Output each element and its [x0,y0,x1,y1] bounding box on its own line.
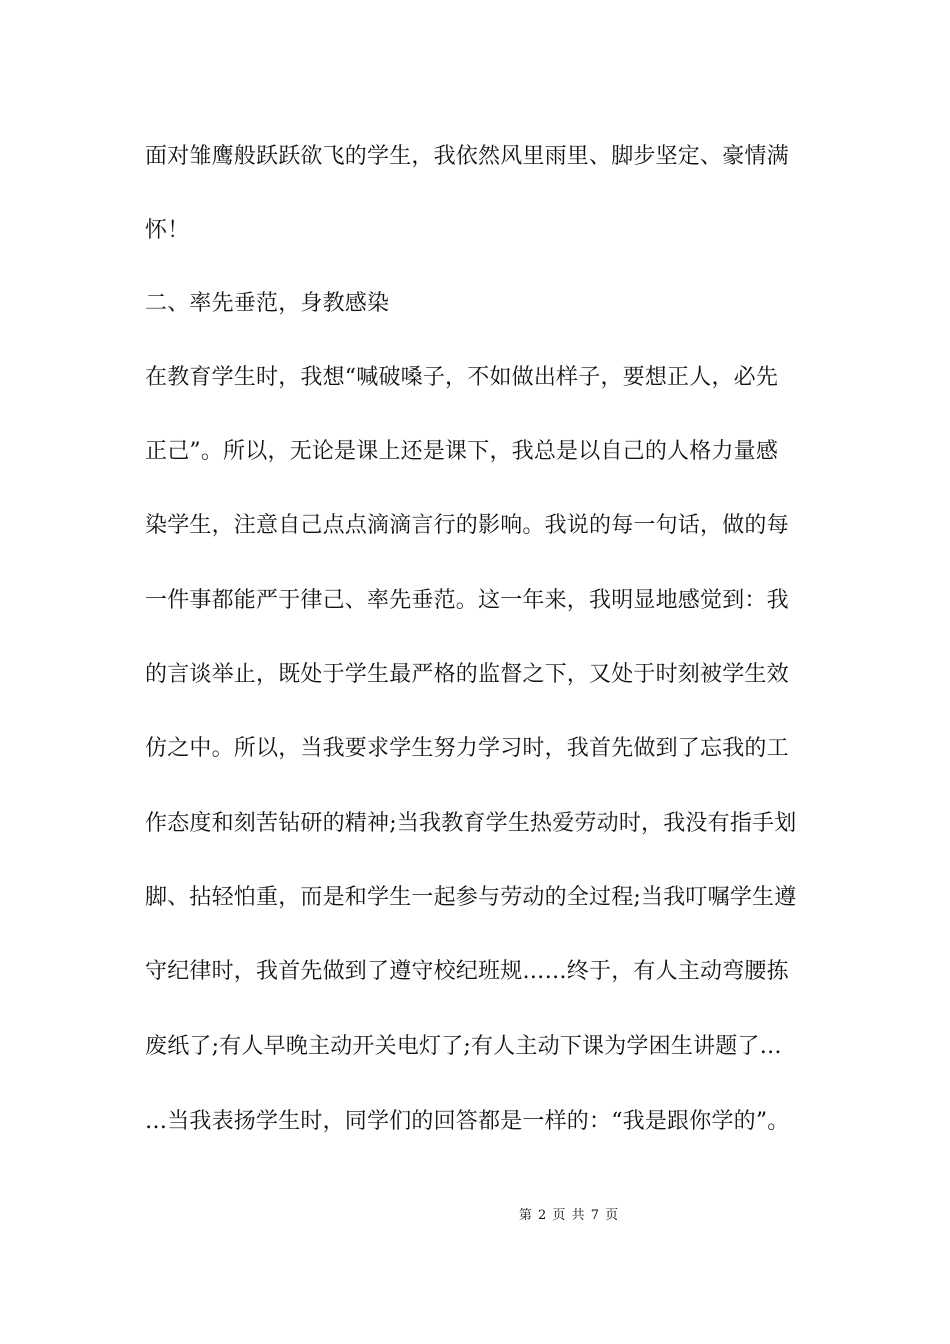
paragraph-line: 正己”。所以，无论是课上还是课下，我总是以自己的人格力量感 [145,439,779,464]
paragraph-line: 作态度和刻苦钻研的精神;当我教育学生热爱劳动时，我没有指手划 [145,811,797,836]
paragraph-line: 仿之中。所以，当我要求学生努力学习时，我首先做到了忘我的工 [145,736,789,761]
page-number-label: 第 2 页 共 7 页 [518,1208,620,1223]
paragraph-line: 废纸了;有人早晚主动开关电灯了;有人主动下课为学困生讲题了… [145,1034,782,1059]
paragraph-line: 面对雏鹰般跃跃欲飞的学生，我依然风里雨里、脚步坚定、豪情满 [145,144,789,169]
paragraph-line: 的言谈举止，既处于学生最严格的监督之下，又处于时刻被学生效 [145,662,789,687]
paragraph-line: 染学生，注意自己点点滴滴言行的影响。我说的每一句话，做的每 [145,513,789,538]
paragraph-line: 在教育学生时，我想“喊破嗓子，不如做出样子，要想正人，必先 [145,365,779,390]
paragraph-line: 怀！ [145,218,190,243]
paragraph-line: 脚、拈轻怕重，而是和学生一起参与劳动的全过程;当我叮嘱学生遵 [145,885,797,910]
section-heading: 二、率先垂范，身教感染 [145,291,390,316]
paragraph-line: 一件事都能严于律己、率先垂范。这一年来，我明显地感觉到：我 [145,588,789,613]
paragraph-line: …当我表扬学生时，同学们的回答都是一样的：“我是跟你学的”。 [145,1109,790,1134]
paragraph-line: 守纪律时，我首先做到了遵守校纪班规……终于，有人主动弯腰拣 [145,959,789,984]
page-footer [0,1207,950,1225]
